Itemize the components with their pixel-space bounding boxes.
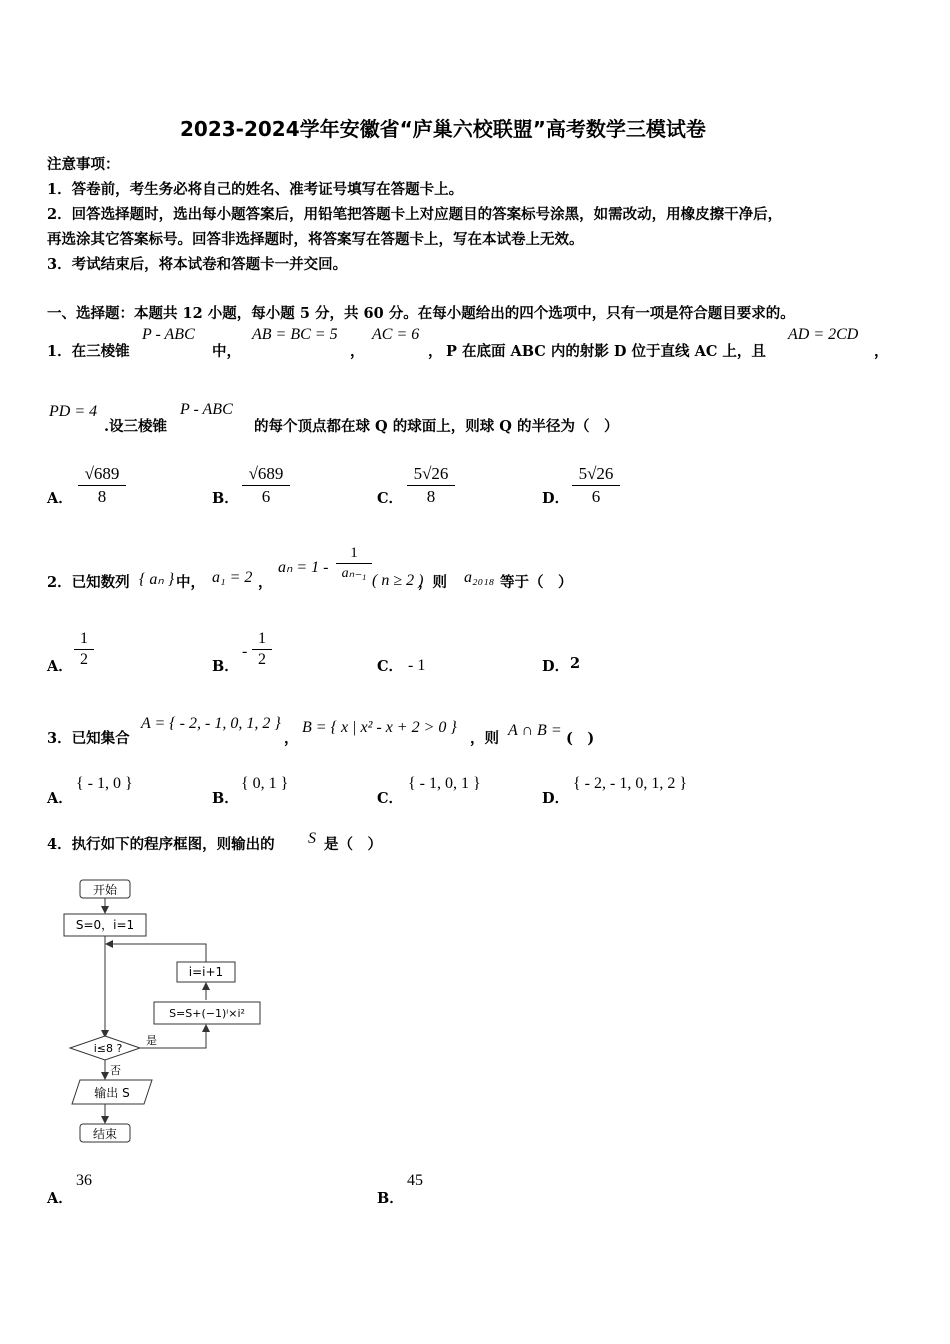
section-heading: 一、选择题：本题共 12 小题，每小题 5 分，共 60 分。在每小题给出的四个选项中，只有一项是符合题目要求的。 xyxy=(47,305,795,322)
q3-comma: ， xyxy=(284,730,299,747)
notice-item-1: 1．答卷前，考生务必将自己的姓名、准考证号填写在答题卡上。 xyxy=(47,181,464,198)
q2-option-b-value xyxy=(252,630,272,669)
q1-option-d-num: 5√26 xyxy=(572,464,620,486)
q2-intro: 2．已知数列 xyxy=(47,574,130,591)
q4-end: 是（ ） xyxy=(324,836,382,853)
q1-pabc: P - ABC xyxy=(142,326,195,343)
q3-end: ( ) xyxy=(566,730,595,747)
q1-ab-bc: AB = BC = 5 xyxy=(252,326,338,343)
q3-option-a-value: { - 1, 0 } xyxy=(76,775,133,792)
q2-a1: a₁ = 2 xyxy=(212,569,253,586)
q2-sequence: { aₙ } xyxy=(139,571,175,588)
flow-inc-text: i=i+1 xyxy=(188,965,224,979)
q2-option-b-den: 2 xyxy=(258,651,266,668)
q2-option-d-value: 2 xyxy=(570,655,581,672)
q1-option-d-den: 6 xyxy=(591,487,601,506)
q4-option-b-label: B． xyxy=(377,1190,404,1207)
q4-flowchart xyxy=(60,872,280,1152)
q3-option-a-label: A． xyxy=(47,790,73,807)
notice-item-3: 3．考试结束后，将本试卷和答题卡一并交回。 xyxy=(47,256,348,273)
q3-set-b: B = { x | x² - x + 2 > 0 } xyxy=(302,719,457,736)
page-title: 2023-2024学年安徽省“庐巢六校联盟”高考数学三模试卷 xyxy=(180,117,706,141)
q4-s: S xyxy=(308,830,316,847)
q4-option-a-value: 36 xyxy=(76,1172,92,1189)
q1-pd: PD = 4 xyxy=(49,403,98,420)
q2-an: aₙ = 1 - xyxy=(278,559,329,576)
q1-text-1: P 在底面 ABC 内的射影 D 位于直线 AC 上，且 xyxy=(446,343,766,360)
q4-option-b-value: 45 xyxy=(407,1172,423,1189)
flow-end-text: 结束 xyxy=(92,1127,118,1141)
q1-option-b-num: √689 xyxy=(242,464,290,486)
q1-option-d-value xyxy=(572,464,620,507)
q1-option-d-label: D． xyxy=(542,490,570,507)
q4-option-a-label: A． xyxy=(47,1190,73,1207)
q1-comma-2: ， xyxy=(428,343,443,360)
q2-a2018: a₂₀₁₈ xyxy=(464,569,495,586)
q1-zhong: 中， xyxy=(212,343,241,360)
q1-comma-1: ， xyxy=(350,343,365,360)
q3-option-b-value: { 0, 1 } xyxy=(241,775,289,792)
flow-yes-label: 是 xyxy=(146,1034,157,1047)
q1-option-c-num: 5√26 xyxy=(407,464,455,486)
q2-zhong: 中， xyxy=(176,574,205,591)
q1-option-b-label: B． xyxy=(212,490,239,507)
q2-option-b-sign: - xyxy=(242,643,248,660)
q2-option-b-num: 1 xyxy=(252,630,272,650)
q2-option-b-label: B． xyxy=(212,658,239,675)
q2-option-a-den: 2 xyxy=(80,651,88,668)
q2-fraction xyxy=(336,545,372,582)
flow-output-text: 输出 S xyxy=(94,1086,130,1100)
notice-item-2a: 2．回答选择题时，选出每小题答案后，用铅笔把答题卡上对应题目的答案标号涂黑，如需改动，用橡皮擦干净后， xyxy=(47,206,783,223)
q3-option-c-value: { - 1, 0, 1 } xyxy=(408,775,481,792)
q2-option-a-label: A． xyxy=(47,658,73,675)
q3-text: ，则 xyxy=(470,730,499,747)
q3-intersection: A ∩ B = xyxy=(508,722,562,739)
flow-start-text: 开始 xyxy=(92,883,118,897)
q2-option-c-label: C． xyxy=(377,658,404,675)
q2-option-a-value xyxy=(74,630,94,669)
flow-cond-text: i≤8 ? xyxy=(93,1042,123,1055)
q1-text-2: .设三棱锥 xyxy=(104,418,168,435)
q3-intro: 3．已知集合 xyxy=(47,730,130,747)
q2-frac-num: 1 xyxy=(336,545,372,564)
flow-update-text: S=S+(−1)ⁱ×i² xyxy=(169,1007,245,1020)
q1-option-a-label: A． xyxy=(47,490,73,507)
q1-ad-cd: AD = 2CD xyxy=(788,326,859,343)
q3-option-b-label: B． xyxy=(212,790,239,807)
q1-option-a-den: 8 xyxy=(97,487,107,506)
q1-comma-3: ， xyxy=(874,343,889,360)
q3-set-a: A = { - 2, - 1, 0, 1, 2 } xyxy=(141,715,281,732)
q2-end: 等于（ ） xyxy=(500,574,573,591)
q2-frac-den: aₙ₋₁ xyxy=(341,566,367,581)
flow-init-text: S=0，i=1 xyxy=(75,918,135,932)
q2-condition: ( n ≥ 2 ) xyxy=(372,572,424,589)
q1-option-c-den: 8 xyxy=(426,487,436,506)
q1-option-a-value xyxy=(78,464,126,507)
q2-text: ，则 xyxy=(418,574,447,591)
q1-option-b-den: 6 xyxy=(261,487,271,506)
q2-option-d-label: D． xyxy=(542,658,570,675)
q3-option-c-label: C． xyxy=(377,790,404,807)
q1-option-c-value xyxy=(407,464,455,507)
q1-option-b-value xyxy=(242,464,290,507)
q1-text-3: 的每个顶点都在球 Q 的球面上，则球 Q 的半径为（ ） xyxy=(254,418,619,435)
q1-option-a-num: √689 xyxy=(78,464,126,486)
q4-intro: 4．执行如下的程序框图，则输出的 xyxy=(47,836,275,853)
flow-no-label: 否 xyxy=(110,1064,121,1077)
notice-item-2b: 再选涂其它答案标号。回答非选择题时，将答案写在答题卡上，写在本试卷上无效。 xyxy=(47,231,584,248)
q1-intro: 1．在三棱锥 xyxy=(47,343,130,360)
q2-option-a-num: 1 xyxy=(74,630,94,650)
q1-ac: AC = 6 xyxy=(372,326,420,343)
q1-option-c-label: C． xyxy=(377,490,404,507)
q1-pabc-2: P - ABC xyxy=(180,401,233,418)
q2-comma: ， xyxy=(258,574,273,591)
q3-option-d-value: { - 2, - 1, 0, 1, 2 } xyxy=(573,775,688,792)
q2-option-c-value: - 1 xyxy=(408,657,426,674)
notice-heading: 注意事项： xyxy=(47,156,120,173)
q3-option-d-label: D． xyxy=(542,790,570,807)
